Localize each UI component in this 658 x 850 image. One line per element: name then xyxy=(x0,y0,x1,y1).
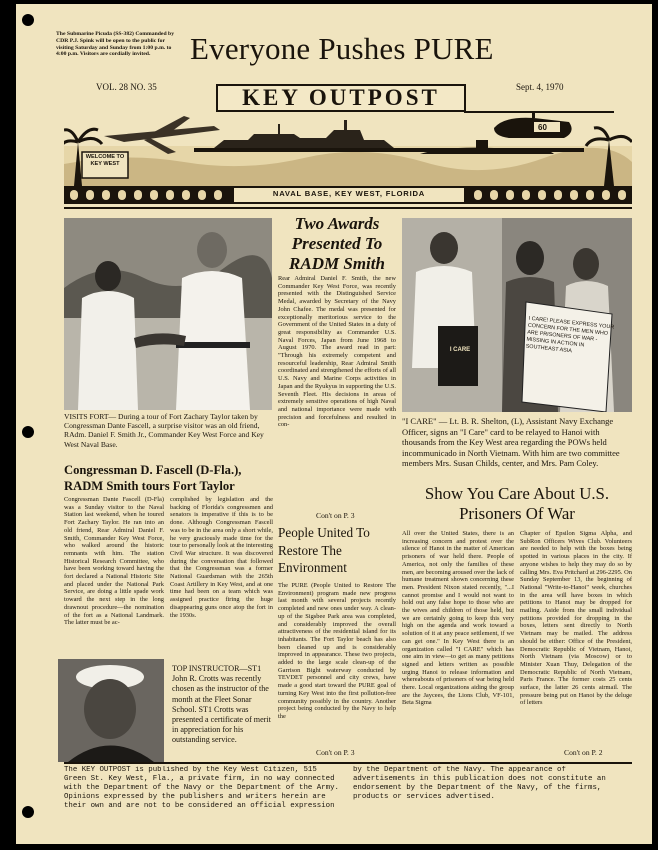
instructor-photo-drawing xyxy=(58,659,164,762)
awards-story-text: Rear Admiral Daniel F. Smith, the new Commander Key West Force, was recently presented with the Distinguished Service Medal, awarded by Secretary of the Navy John Chafee. The medal was presented for exceptionally meritorious service to the Government of the United States in a duty of great responsibility as Commander U.S. Naval Forces, Japan from June 1968 to August 1970. The award read in part: "Through his extremely competent and resourceful leadership, Rear Admiral Smith coordinated and strengthened the efforts of all U.S. Navy and Marine Corps activities in Japan and the Ryukyus in supporting the U.S. Seventh Fleet. His decisions in areas of extremely sensitive operations of high Naval and national importance were made with precision and forcefulness and resulted in con- xyxy=(278,275,396,429)
submarine-notice: The Submarine Picuda (SS-382) Commanded by CDR P.J. Spink will be open to the public for visiting Saturday and Sunday from 1:00 p.m. to 4:00 p.m. Visitors are cordially invited. xyxy=(56,31,175,58)
newspaper-page xyxy=(16,4,652,844)
fort-story-col-1 xyxy=(64,496,164,653)
welcome-sign: WELCOME TO KEY WEST xyxy=(85,154,125,167)
icare-story-text-2: Chapter of Epsilon Sigma Alpha, and SubRon Officers Wives Club. Volunteers are needed to help with the boxes being spotted in various places in the city. If anyone wishes to help they may do so by calling Mrs. Eva Pritchard at 296-2295. On Sunday September 13, the beginning of National "Write-to-Hanoi" week, churches in the area will have boxes in which petitions to Hanoi may be dropped for mailing. Aside from the small individual petitions provided for dropping in the boxes, letters sent directly to North Vietnam may be mailed. The address should be either: Office of the President, Democratic Republic of Vietnam, Hanoi, North Vietnam (via Moscow) or to Minister Xuan Thuy, Delegation of the Democratic Republic of North Vietnam, Paris France. The former costs 25 cents surface, the latter 26 cents airmail. The pressure being put on Hanoi by the deluge of letters xyxy=(520,530,632,707)
icare-headline: Show You Care About U.S. Prisoners Of War xyxy=(424,484,610,523)
awards-continued: Con't on P. 3 xyxy=(316,511,355,520)
fort-story-headline: Congressman D. Fascell (D-Fla.), RADM Smith tours Fort Taylor xyxy=(64,463,242,493)
punch-hole-bottom xyxy=(22,806,34,818)
fort-story-text-2: complished by legislation and the backing of Florida's congressmen and senators is imperative if this is to be done. Although Congressman Fascell was to be in the area only a short while, he very graciously made time for the tour to personally look at the interesting Civil War structure. It was discovered during the conversation that followed that the Congressman was a former National Guardsman with the 265th Coast Artillery in Key West, and at one time had been on a team which was assigned practice firing the huge disappearing guns once atop the fort in the 1930s. xyxy=(170,496,273,617)
fort-visit-photo-drawing xyxy=(64,218,272,410)
masthead-rule xyxy=(64,207,632,209)
icare-story-text-1: All over the United States, there is an increasing concern and protest over the silence of Hanoi in the matter of American prisoners of war held there. People of America, not only the families of these men, are becoming aroused over the lack of humane treatment shown concerning these men. President Nixon stated recently, "...I cannot promise and I would not want to hold out any false hope to those who are the wives and children of those held, but we are certainly going to keep this very high on the agenda and work toward a solution of it at any peace settlement, if we can get one." In Key West there is an organization called "I CARE" which has one aim in view—to get as many petitions signed and letters written as possible urging Hanoi to release information and whereabouts of prisoners of war being held there. Local organizations aiding the group are the Jaycees, the Lions Club, VF-101, Beta Sigma xyxy=(402,530,514,707)
pure-headline: People United To Restore The Environment xyxy=(278,525,370,575)
icare-sign: I CARE! PLEASE EXPRESS YOUR CONCERN FOR THE MEN WHO ARE PRISONERS OF WAR - MISSING IN ACTION IN SOUTHEAST ASIA xyxy=(525,315,615,355)
awards-story-col xyxy=(278,275,396,508)
fort-story-col-2 xyxy=(170,496,273,617)
banner-headline: Everyone Pushes PURE xyxy=(190,31,494,66)
nameplate-title: KEY OUTPOST xyxy=(242,85,440,110)
icare-story-col-1 xyxy=(402,530,514,748)
icare-continued: Con't on P. 2 xyxy=(564,748,603,757)
punch-hole-top xyxy=(22,14,34,26)
pure-story-text: The PURE (People United to Restore The Environment) program made new progress last month with several projects recently completed and new ones under way. A clean-up of the Sigsbee Park area was completed, and considerably improved the overall attractiveness of the residential island for its inhabitants. The Fort Taylor beach has also been cleaned up and is considerably improved in appearance. These two projects, added to the large scale clean-up of the Garrison Bight waterway conducted by TEVDET personnel and city crews, have made a good start toward the PURE goal of turning Key West into the first pollution-free community possibly in the country. Another project being conducted by the Navy to help the xyxy=(278,582,396,720)
pure-continued: Con't on P. 3 xyxy=(316,748,355,757)
icare-caption: "I CARE" — Lt. B. R. Shelton, (L), Assistant Navy Exchange Officer, signs an "I Care" card to be relayed to Hanoi with thousands from the Key West area regarding the POWs held incommunicado in North Vietnam. With him are two committee members Mrs. Susan Childs, center, and Mrs. Pam Coley. xyxy=(402,416,620,469)
icare-box-label: I CARE xyxy=(449,347,471,353)
volume-number: VOL. 28 NO. 35 xyxy=(96,82,157,92)
instructor-caption: TOP INSTRUCTOR—ST1 John R. Crotts was recently chosen as the instructor of the month at the Fleet Sonar School. ST1 Crotts was presented a certificate of merit in appreciation for his outstanding service. xyxy=(172,664,271,745)
fort-visit-caption: VISITS FORT— During a tour of Fort Zachary Taylor taken by Congressman Dante Fascell, a surprise visitor was an old friend, RAdm. Daniel F. Smith Jr., Commander Key West Force and Key West Naval Base. xyxy=(64,412,264,449)
svg-text:60: 60 xyxy=(538,123,547,132)
punch-hole-middle xyxy=(22,426,34,438)
instructor-photo xyxy=(58,659,164,762)
base-line: NAVAL BASE, KEY WEST, FLORIDA xyxy=(272,189,426,198)
awards-headline: Two Awards Presented To RADM Smith xyxy=(289,214,385,273)
footer-rule xyxy=(64,762,632,764)
fort-visit-photo xyxy=(64,218,272,410)
issue-date: Sept. 4, 1970 xyxy=(516,82,564,92)
fort-story-text-1: Congressman Dante Fascell (D-Fla) was a Sunday visitor to the Naval Station last weekend, when he toured Fort Zachary Taylor. He ran into an old friend, Rear Admiral Daniel F. Smith, Commander Key West Force, who walked around the historic remnants with him. The station Historical Research Committee, who have been working toward having the fort declared a National Historic Site and placed under the National Park Service, are doing a little spade work toward the next step in the long drawnout procedure—the nomination of the fort as a National Landmark. The latter must be ac- xyxy=(64,496,164,627)
pure-story-col xyxy=(278,582,396,746)
icare-story-col-2 xyxy=(520,530,632,748)
publisher-note: The KEY OUTPOST is published by the Key West Citizen, 515 Green St. Key West, Fla., a private firm, in no way connected with the Department of the Navy or the Department of the Army. Opinions expressed by the publishers and writers herein are their own and are not to be considered an official expression by the Department of the Navy. The appearance of advertisements in this publication does not constitute an endorsement by the Department of the Navy, of the firms, products or services advertised. xyxy=(64,766,606,810)
